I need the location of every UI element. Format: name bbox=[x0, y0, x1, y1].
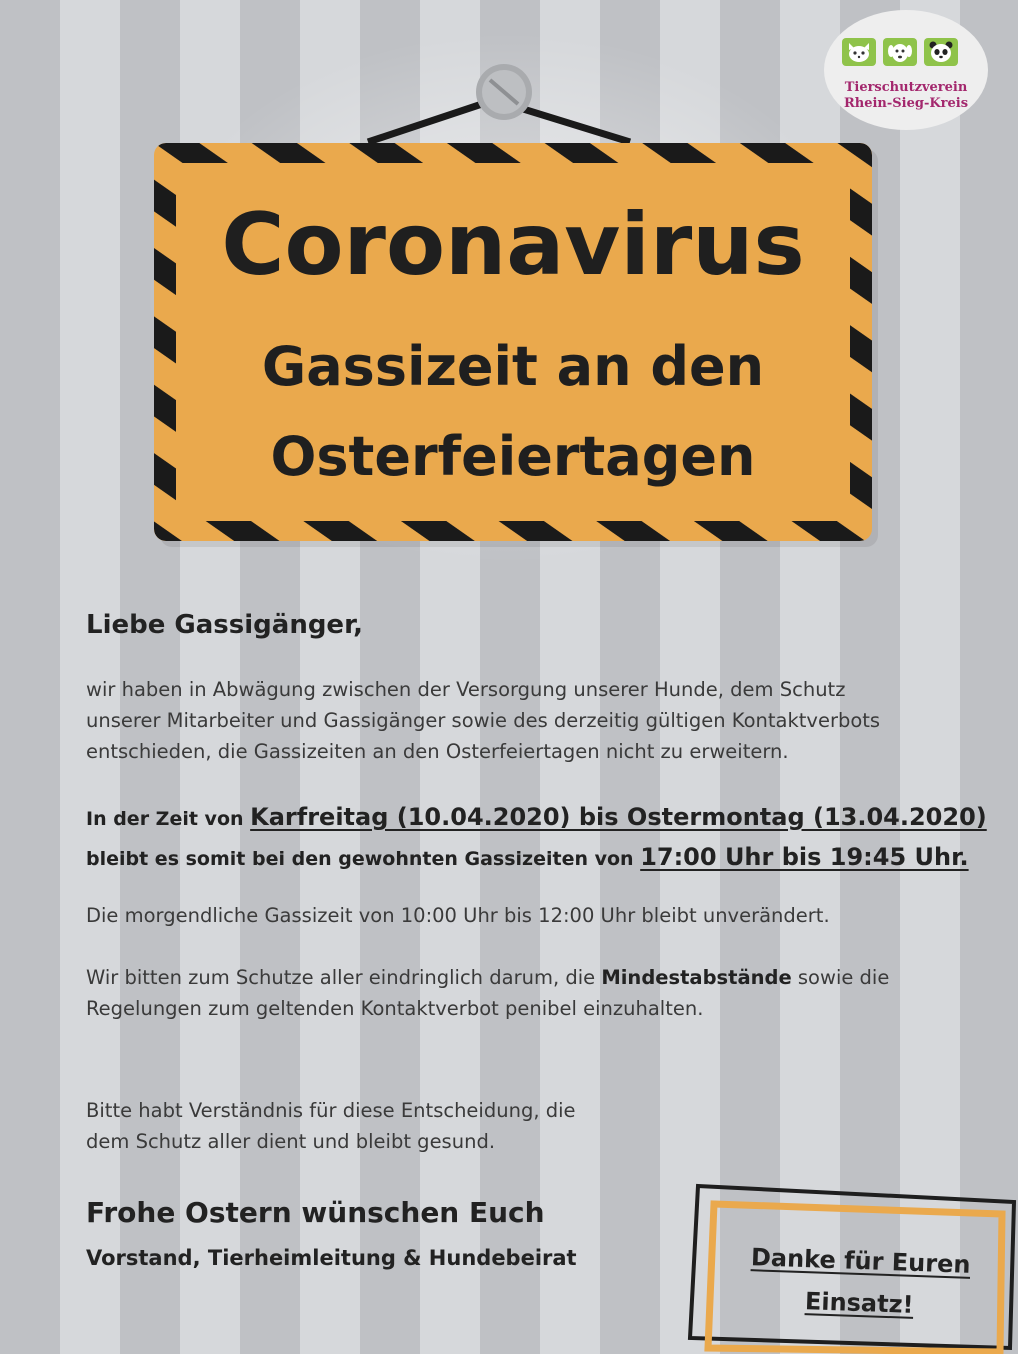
logo-name-line1: Tierschutzverein bbox=[844, 80, 968, 95]
schedule-dates: Karfreitag (10.04.2020) bis Ostermontag (13.04.2020) bbox=[250, 803, 987, 831]
hazard-stripe-border bbox=[154, 143, 872, 541]
logo-name-line2: Rhein-Sieg-Kreis bbox=[843, 96, 969, 111]
paragraph-line: entschieden, die Gassizeiten an den Osterfeiertagen nicht zu erweitern. bbox=[86, 740, 789, 763]
paragraph-decision bbox=[86, 674, 880, 767]
paragraph-line: Regelungen zum geltenden Kontaktverbot penibel einzuhalten. bbox=[86, 997, 704, 1020]
closing-wish: Frohe Ostern wünschen Euch bbox=[86, 1196, 545, 1229]
paragraph-understanding bbox=[86, 1095, 576, 1157]
paragraph-line: dem Schutz aller dient und bleibt gesund. bbox=[86, 1130, 496, 1153]
distance-text: sowie die bbox=[791, 966, 890, 989]
paragraph-line: unserer Mitarbeiter und Gassigänger sowie des derzeitig gültigen Kontaktverbots bbox=[86, 709, 881, 732]
thanks-message bbox=[719, 1235, 1002, 1329]
distance-emphasis: Mindestabstände bbox=[601, 966, 792, 989]
schedule-times: 17:00 Uhr bis 19:45 Uhr. bbox=[640, 843, 969, 871]
schedule-prefix: In der Zeit von bbox=[86, 808, 251, 830]
distance-text: Wir bitten zum Schutze aller eindringlich darum, die bbox=[86, 966, 602, 989]
schedule-line2-prefix: bleibt es somit bei den gewohnten Gassizeiten von bbox=[86, 848, 641, 870]
paragraph-line: wir haben in Abwägung zwischen der Versorgung unserer Hunde, dem Schutz bbox=[86, 678, 846, 701]
closing-signature: Vorstand, Tierheimleitung & Hundebeirat bbox=[86, 1246, 577, 1270]
paragraph-morning: Die morgendliche Gassizeit von 10:00 Uhr bis 12:00 Uhr bleibt unverändert. bbox=[86, 904, 830, 927]
thanks-line2: Einsatz! bbox=[804, 1287, 915, 1319]
thanks-line1: Danke für Euren bbox=[750, 1243, 971, 1279]
paragraph-schedule bbox=[86, 798, 987, 878]
paragraph-distance bbox=[86, 962, 889, 1024]
paragraph-line: Bitte habt Verständnis für diese Entscheidung, die bbox=[86, 1099, 576, 1122]
greeting: Liebe Gassigänger, bbox=[86, 610, 363, 640]
